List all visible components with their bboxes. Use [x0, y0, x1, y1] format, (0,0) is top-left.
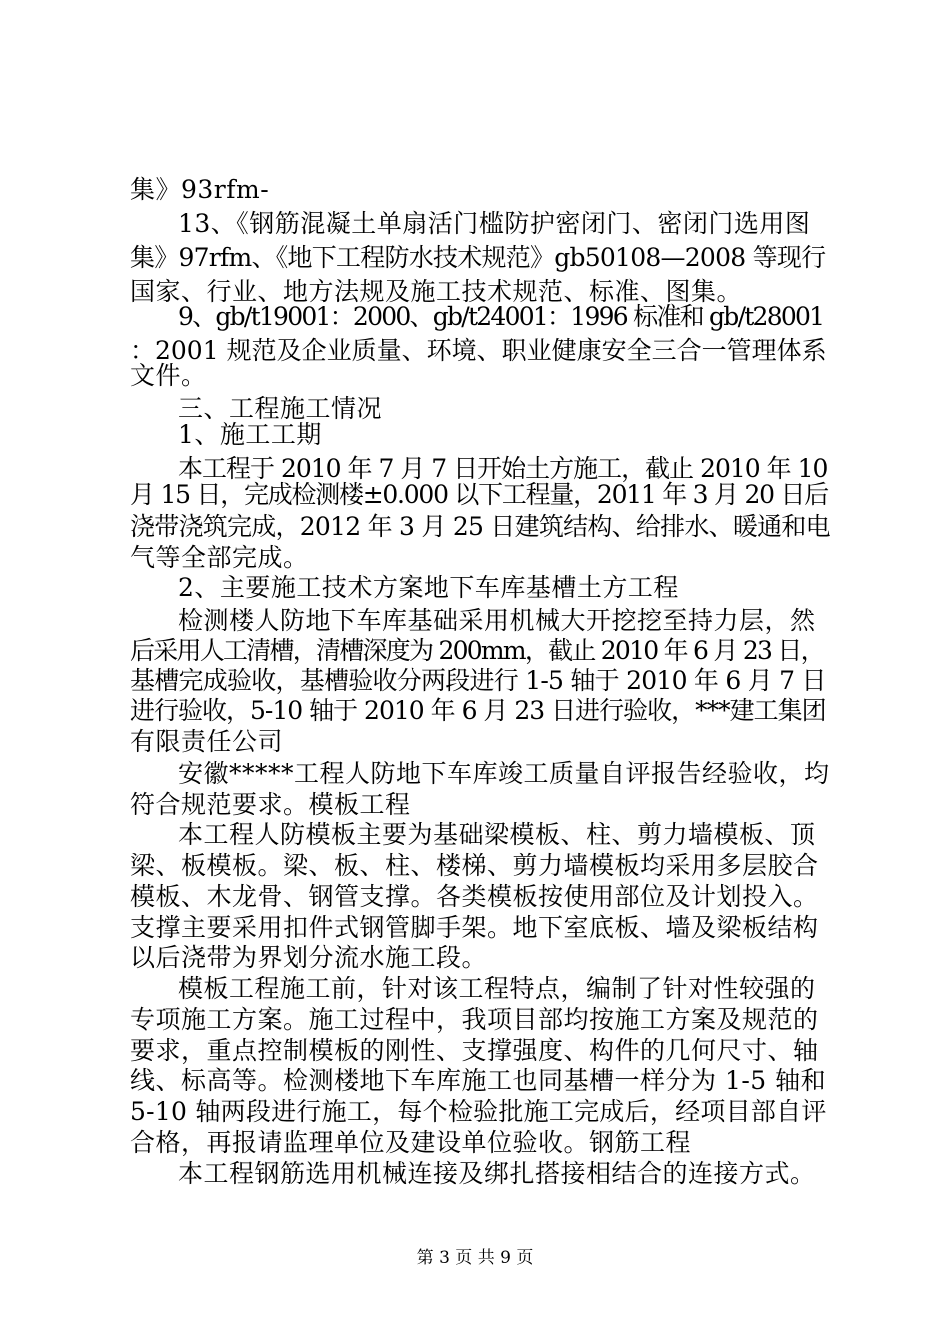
text-line: 后采用人工清槽，清槽深度为 200mm，截止 2010 年 6 月 23 日，	[130, 636, 824, 665]
text-line: 安徽*****工程人防地下车库竣工质量自评报告经验收，均	[178, 759, 830, 788]
text-line: 基槽完成验收，基槽验收分两段进行 1-5 轴于 2010 年 6 月 7 日	[130, 666, 826, 695]
text-line: 5-10 轴两段进行施工，每个检验批施工完成后，经项目部自评	[130, 1097, 827, 1126]
text-line: 线、标高等。检测楼地下车库施工也同基槽一样分为 1-5 轴和	[130, 1066, 827, 1095]
subsection-heading: 2、主要施工技术方案地下车库基槽土方工程	[178, 573, 679, 602]
text-line: 13、《钢筋混凝土单扇活门槛防护密闭门、密闭门选用图	[178, 209, 811, 238]
text-line: 集》97rfm、《地下工程防水技术规范》gb50108—2008 等现行	[130, 243, 826, 272]
text-line: 本工程人防模板主要为基础梁模板、柱、剪力墙模板、顶	[178, 820, 816, 849]
subsection-heading: 1、施工工期	[178, 420, 322, 449]
text-line: 国家、行业、地方法规及施工技术规范、标准、图集。	[130, 277, 743, 306]
text-line: 专项施工方案。施工过程中，我项目部均按施工方案及规范的	[130, 1005, 819, 1034]
text-line: ：2001 规范及企业质量、环境、职业健康安全三合一管理体系	[130, 336, 827, 365]
text-line: 以后浇带为界划分流水施工段。	[130, 943, 488, 972]
section-heading: 三、工程施工情况	[178, 394, 383, 423]
text-line: 9、gb/t19001：2000、gb/t24001：1996 标准和 gb/t28001	[178, 302, 824, 331]
text-line: 浇带浇筑完成，2012 年 3 月 25 日建筑结构、给排水、暖通和电	[130, 512, 830, 541]
text-line: 有限责任公司	[130, 727, 284, 756]
text-line: 检测楼人防地下车库基础采用机械大开挖挖至持力层，然	[178, 606, 816, 635]
page-number-footer: 第 3 页 共 9 页	[416, 1248, 534, 1268]
text-line: 气等全部完成。	[130, 543, 309, 572]
text-line: 要求，重点控制模板的刚性、支撑强度、构件的几何尺寸、轴	[130, 1036, 819, 1065]
text-line: 梁、板模板。梁、板、柱、楼梯、剪力墙模板均采用多层胶合	[130, 851, 819, 880]
text-line: 本工程钢筋选用机械连接及绑扎搭接相结合的连接方式。	[178, 1159, 816, 1188]
text-line: 符合规范要求。模板工程	[130, 790, 411, 819]
text-line: 集》93rfm-	[130, 175, 270, 204]
text-line: 合格，再报请监理单位及建设单位验收。钢筋工程	[130, 1128, 692, 1157]
text-line: 文件。	[130, 361, 207, 390]
text-line: 本工程于 2010 年 7 月 7 日开始土方施工，截止 2010 年 10	[178, 454, 828, 483]
text-line: 支撑主要采用扣件式钢管脚手架。地下室底板、墙及梁板结构	[130, 913, 819, 942]
text-line: 模板工程施工前，针对该工程特点，编制了针对性较强的	[178, 974, 816, 1003]
text-line: 进行验收，5-10 轴于 2010 年 6 月 23 日进行验收，***建工集团	[130, 696, 826, 725]
text-line: 模板、木龙骨、钢管支撑。各类模板按使用部位及计划投入。	[130, 882, 819, 911]
text-line: 月 15 日，完成检测楼±0.000 以下工程量，2011 年 3 月 20 日后	[130, 480, 828, 509]
